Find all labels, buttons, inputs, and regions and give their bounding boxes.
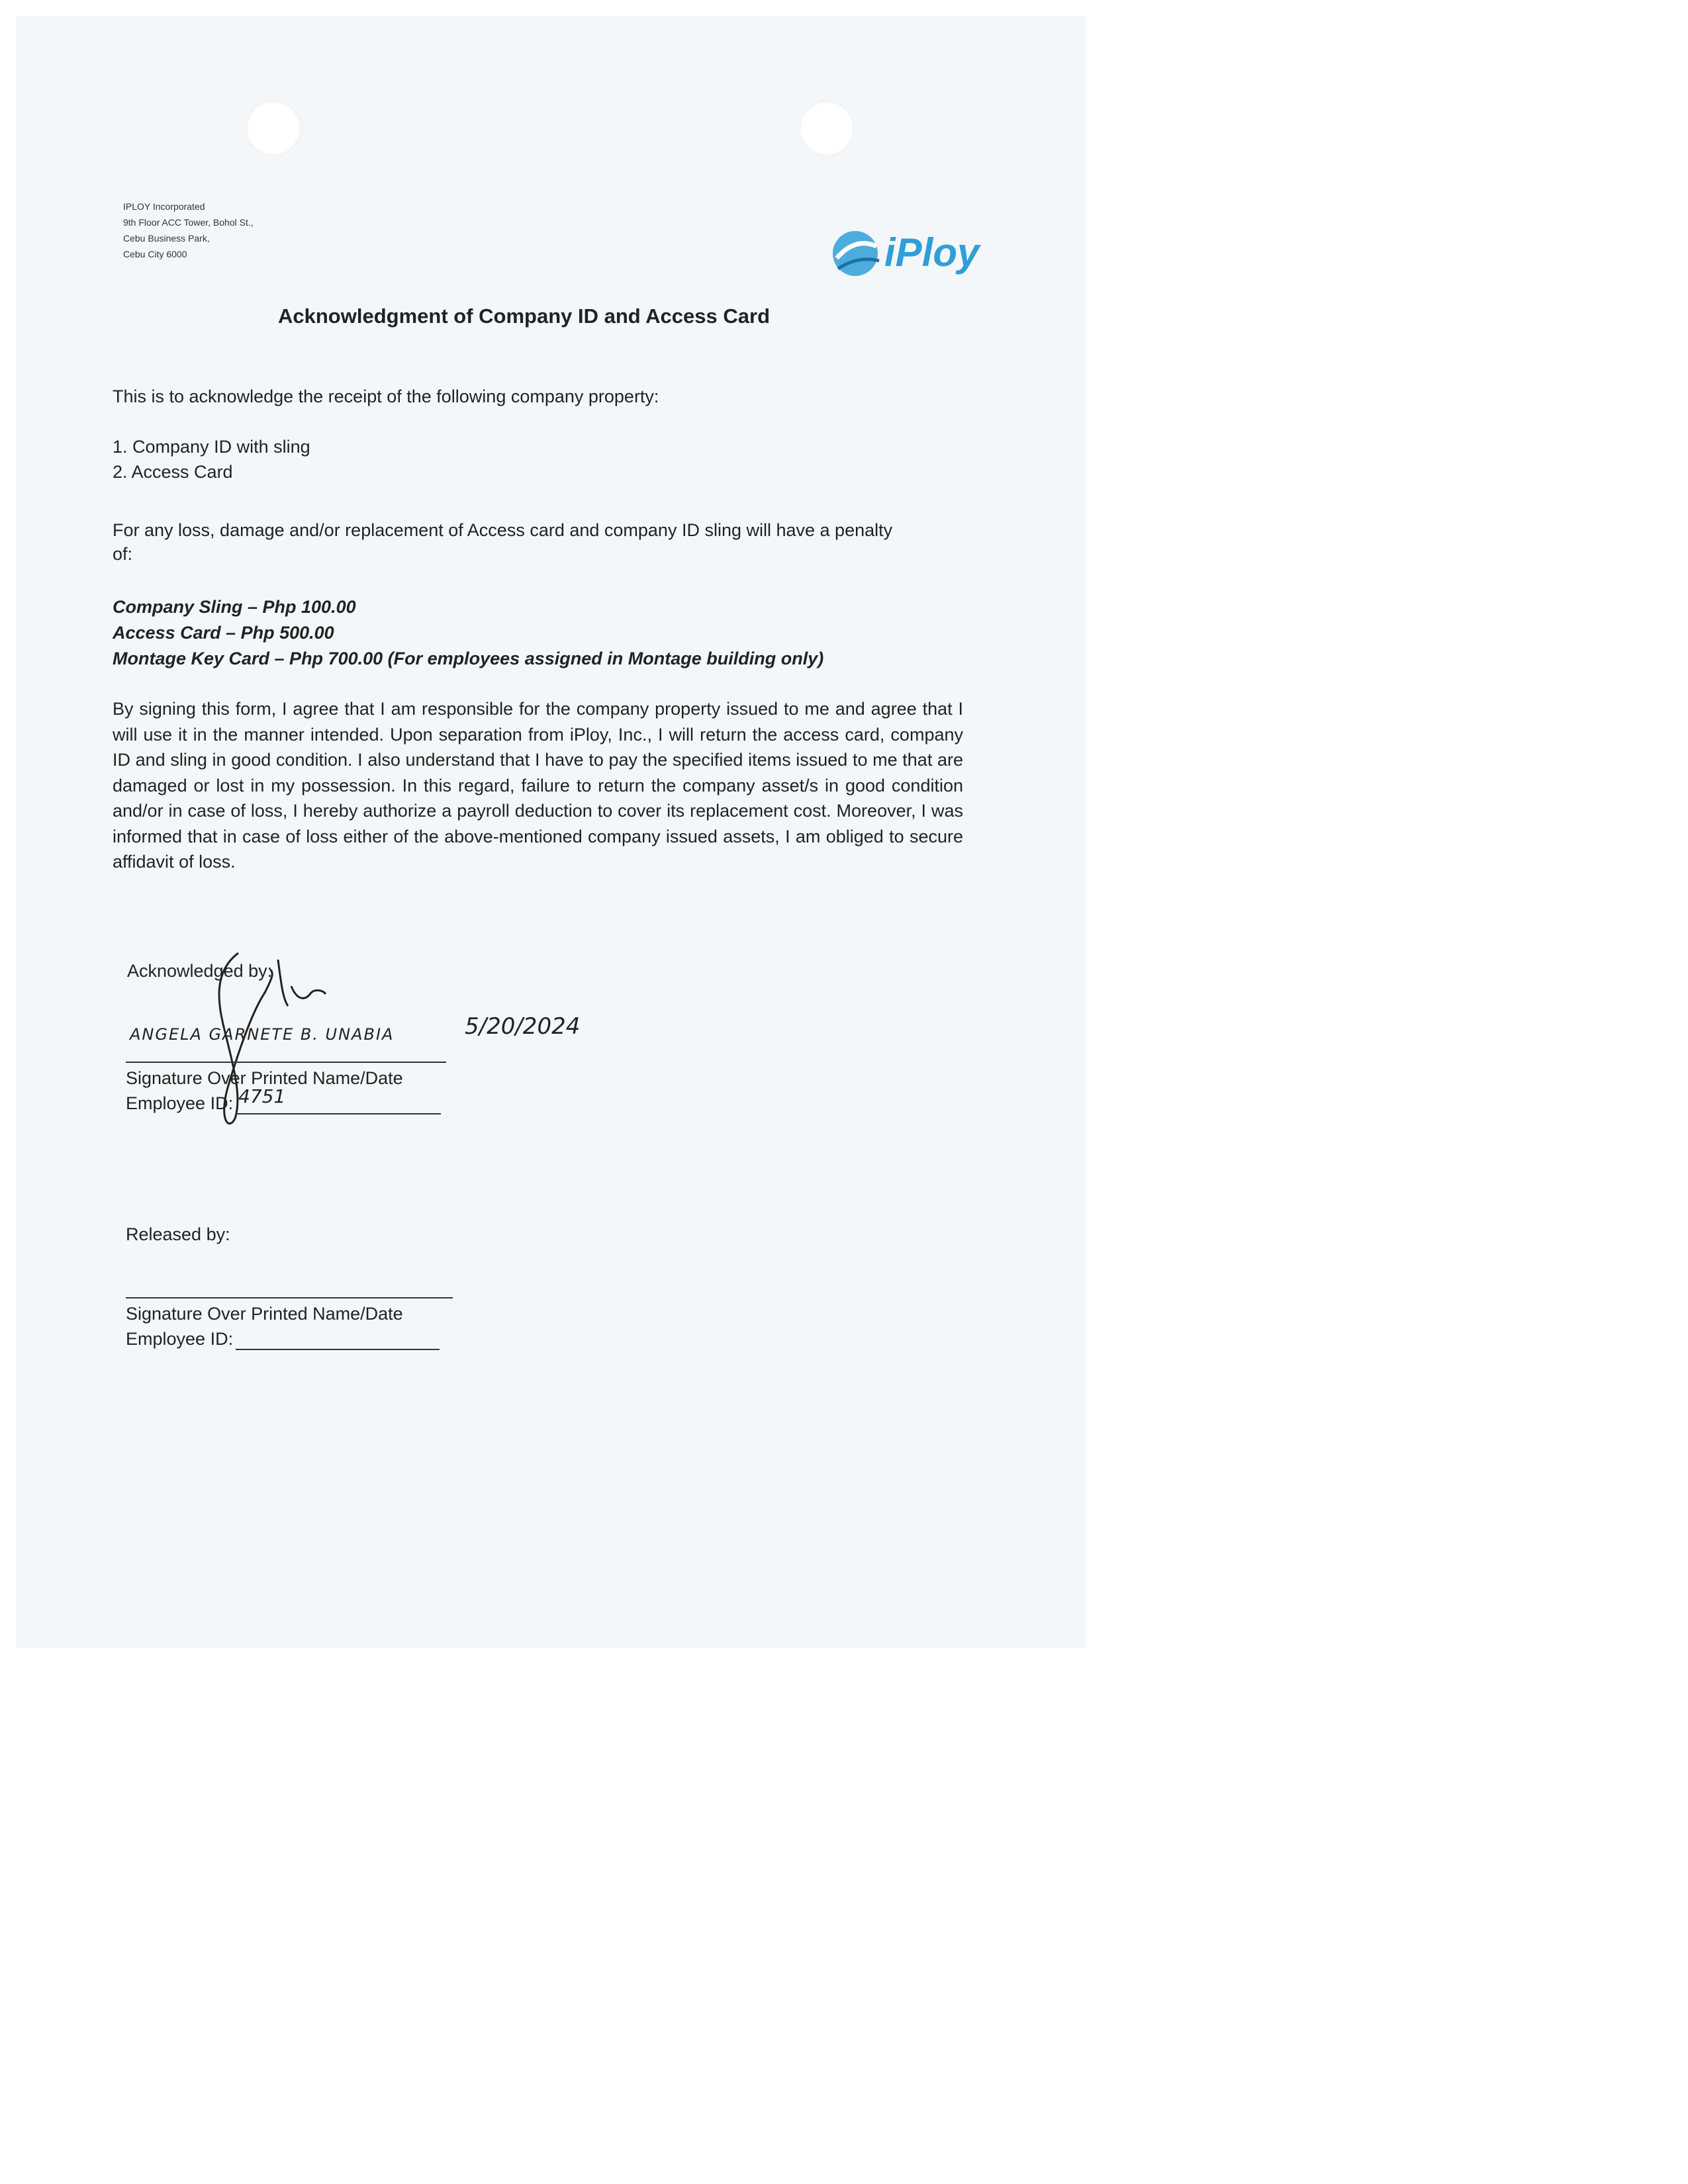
released-employee-id-label: Employee ID: [126,1329,234,1349]
address-line: Cebu Business Park, [123,233,210,244]
acknowledged-signature-line [126,1062,446,1063]
penalty-item: Montage Key Card – Php 700.00 (For employees assigned in Montage building only) [113,649,824,668]
property-item: 2. Access Card [113,462,233,482]
intro-text: This is to acknowledge the receipt of the following company property: [113,387,659,406]
address-line: IPLOY Incorporated [123,201,205,212]
document-title: Acknowledgment of Company ID and Access Card [278,304,771,328]
acknowledged-label: Acknowledged by: [127,961,273,981]
company-address [123,199,254,262]
released-signature-caption: Signature Over Printed Name/Date [126,1304,403,1324]
released-label: Released by: [126,1224,230,1244]
agreement-paragraph: By signing this form, I agree that I am responsible for the company property issued to me and agree that I will use it in the manner intended. Upon separation from iPloy, Inc., I will return the access card, company ID and sling in good condition. I also understand that I have to pay the specified items issued to me that are damaged or lost in my possession. In this regard, failure to return the company asset/s in good condition and/or in case of loss, I hereby authorize a payroll deduction to cover its replacement cost. Moreover, I was informed that in case of loss either of the above-mentioned company issued assets, I am obliged to secure affidavit of loss. [113,699,963,872]
released-signature-line [126,1297,453,1298]
penalty-intro: of: [113,544,133,564]
address-line: Cebu City 6000 [123,249,187,259]
penalty-item: Access Card – Php 500.00 [113,623,334,643]
acknowledged-employee-id-value: 4751 [238,1085,286,1107]
acknowledger-date-handwritten: 5/20/2024 [465,1013,581,1040]
acknowledged-employee-id-line [236,1113,441,1115]
company-logo [823,217,1022,290]
address-line: 9th Floor ACC Tower, Bohol St., [123,217,254,228]
svg-text:iPloy: iPloy [884,230,980,275]
property-item: 1. Company ID with sling [113,437,310,457]
acknowledged-signature-caption: Signature Over Printed Name/Date [126,1068,403,1088]
acknowledger-name-handwritten: ANGELA GARNETE B. UNABIA [130,1025,395,1044]
acknowledged-employee-id-label: Employee ID: [126,1093,234,1113]
penalty-intro: For any loss, damage and/or replacement of Access card and company ID sling will have a penalty [113,520,893,540]
released-employee-id-line [236,1349,440,1350]
penalty-item: Company Sling – Php 100.00 [113,597,356,617]
punch-hole-right [799,101,855,156]
punch-hole-left [246,101,301,156]
